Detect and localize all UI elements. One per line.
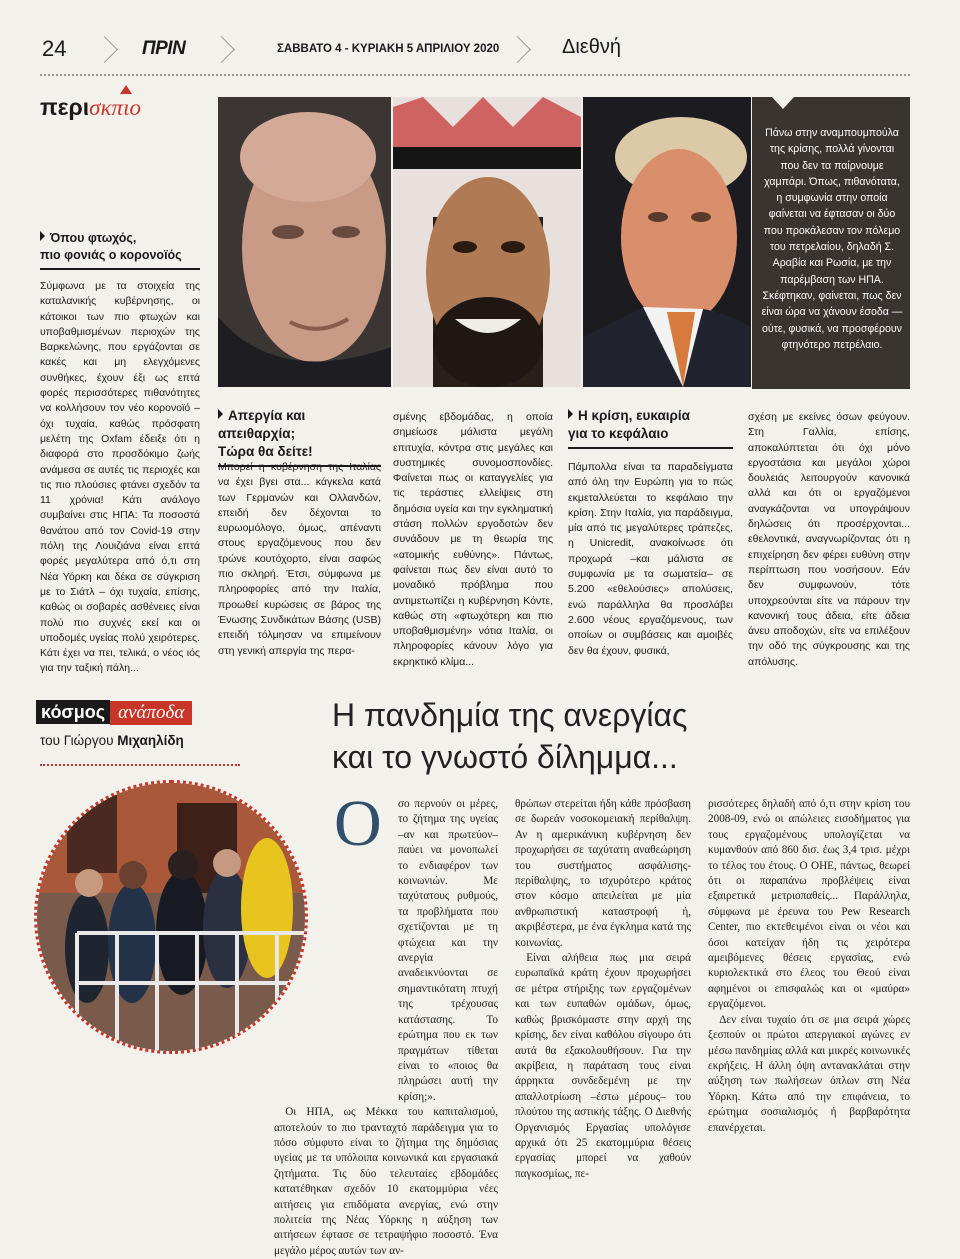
main-article-col1-lead: σο περνούν οι μέρες, το ζήτημα της υγείας –αν και πρωτεύον– παύει να μονοπωλεί το ενδιαφέρον των κοινωνιών. Με ταχύτατους ρυθμούς, τα προβλήματα που σχετίζονται με τη φτώχεια και την ανεργία αναδεικνύονται σε σημαντικότατη πτυχή της τρέχουσας κατάστασης. Το ερώτημα που εκ των πραγμάτων τίθεται είναι το «ποιος θα πληρώσει αυτή την κρίση;».: [398, 798, 498, 1103]
bullet-triangle-icon: [568, 409, 573, 419]
callout-notch-icon: [772, 97, 794, 109]
article-italy-title: Απεργία και απειθαρχία; Τώρα θα δείτε!: [218, 407, 381, 467]
sidebar-article: [40, 230, 200, 677]
callout-box: [752, 97, 910, 389]
page-number: 24: [42, 36, 67, 61]
main-article-col1-rest: Οι ΗΠΑ, ως Μέκκα του καπιταλισμού, αποτελούν το πιο τρανταχτό παράδειγμα για το πόσο σύμφυτο είναι το ζήτημα της δημόσιας υγείας με τα υπόλοιπα κοινωνικά και εργασιακά ζητήματα. Τις δύο τελευταίες εβδομάδες κατατέθηκαν σχεδόν 10 εκατομμύρια νέες αιτήσεις για επιδόματα ανεργίας, ενώ στην πολιτεία της Νέας Υόρκης η αύξηση των αιτήσεων έφτασε σε τετραψήφιο ποσοστό. Ένα μεγάλο μέρος αυτών των αν-: [274, 1106, 498, 1257]
callout-text: Πάνω στην αναμπουμπούλα της κρίσης, πολλά γίνονται που δεν τα παίρνουμε χαμπάρι. Όπως, πιθανότατα, η συμφωνία στην οποία φαίνεται να έφτασαν οι δύο που προκάλεσαν τον πόλεμο του πετρελαίου, δηλαδή Σ. Αραβία και Ρωσία, με την παρέμβαση των ΗΠΑ. Σκέφτηκαν, φαίνεται, πως δεν είναι ώρα να χάνουν έσοδα — ούτε, φυσικά, να προσφέρουν φτηνότερο πετρέλαιο.: [761, 127, 903, 351]
photo-putin: [218, 97, 391, 387]
chevron-right-icon: [91, 36, 118, 63]
photo-saudi-prince: [393, 97, 581, 387]
article-italy-col1: Μπορεί η κυβέρνηση της Ιταλίας να έχει βγει στα... κάγκελα κατά των Γερμανών και Ολλανδών, επειδή δεν δέχονται το ευρωομόλογο, όμως, απέναντι στους εργαζόμενους που δεν τρώνε κουτόχορτο, είναι σαφώς πιο σκληρή. Έτσι, σύμφωνα με πληροφορίες από την Ιταλία, προωθεί κυρώσεις σε βάρος της Ένωσης Συνδικάτων Βάσης (USB) επειδή τόλμησαν να επιμείνουν στη γενική απεργία της περα-: [218, 461, 381, 657]
issue-date: ΣΑΒΒΑΤΟ 4 - ΚΥΡΙΑΚΗ 5 ΑΠΡΙΛΙΟΥ 2020: [277, 43, 500, 55]
dropcap-letter: Ο: [334, 787, 382, 860]
bullet-triangle-icon: [218, 409, 223, 419]
column-logo-part2: σκ: [89, 95, 112, 120]
main-article-col1: [274, 787, 498, 1259]
newspaper-logo: ΠΡΙΝ: [142, 38, 186, 59]
article-crisis-col2: σχέση με εκείνες όσων φεύγουν. Στη Γαλλία, επίσης, αποκαλύπτεται ότι όχι μόνο εργοστάσια και μεγάλοι χώροι δουλειάς λειτουργούν κανονικά αλλά και ότι οι εργαζόμενοι αναγκάζονται να υπογράψουν δηλώσεις ότι προσέρχονται... εθελοντικά, αναγνωρίζοντας ότι η επιχείρηση δεν φέρει ευθύνη στην περίπτωση που νοσήσουν. Εάν δεν συμφωνούν, τότε υποχρεούνται είτε να πάρουν την κανονική τους άδεια, είτε άδεια άνευ αποδοχών, είτε να επιλέξουν την οδό της σύγκρουσης και της απόλυσης.: [748, 411, 910, 668]
chevron-right-icon: [208, 36, 235, 63]
page-header: [0, 28, 960, 72]
column-logo-kosmos: [36, 700, 192, 726]
main-article-col2: θρώπων στερείται ήδη κάθε πρόσβαση σε δωρεάν νοσοκομειακή περίθαλψη. Αν η αμερικάνικη κυβέρνηση δεν προχωρήσει σε ταχύτατη αναθεώρηση του συστήματος ασφάλισης-περίθαλψης, το ισχυρότερο κράτος στον κόσμο απειλείται με μία ανθρωπιστική καταστροφή ή, ακριβέστερα, με ένα έγκλημα κατά της κοινωνίας. Είναι αλήθεια πως μια σειρά ευρωπαϊκά κράτη έχουν προχωρήσει σε μέτρα στήριξης των εργαζομένων και των ευπαθών ομάδων, όμως, καθώς βρισκόμαστε στην αρχή της κρίσης, δεν είναι καθόλου σίγουρο ότι αυτά θα εξακολουθήσουν. Για την ακρίβεια, η παράταση τους είναι άρρηκτα συνδεδεμένη με την απαλλοτρίωση –έστω μέρους– του πλούτου της αστικής τάξης. Ο Διεθνής Οργανισμός Εργασίας υπολόγισε αρχικά ότι 25 εκατομμύρια θέσεις εργασίας μπορεί να χαθούν παγκοσμίως, πε-: [515, 798, 691, 1180]
article-crisis-col1: Πάμπολλα είναι τα παραδείγματα από όλη την Ευρώπη για το πώς εκμεταλλεύεται το κεφάλαιο την κρίση. Στην Ιταλία, για παράδειγμα, μία από τις μεγαλύτερες τράπεζες, η Unicredit, ανακοίνωσε ότι προχωρά –και μάλιστα σε συμφωνία με τα σωματεία– σε 5.200 «εθελούσιες» απολύσεις, ενώ παράλληλα θα προσλάβει 2.600 νέους εργαζόμενους, των οποίων οι συμβάσεις και αμοιβές δεν θα έχουν, φυσικά,: [568, 461, 733, 657]
photo-trump: [583, 97, 751, 387]
sidebar-text: Σύμφωνα με τα στοιχεία της καταλανικής κυβέρνησης, οι κάτοικοι των πιο φτωχών και υποβαθμισμένων περιοχών της Βαρκελώνης, που εργάζονται σε κακές και μη ελεγχόμενες συνθήκες, έχουν έξι ως επτά φορές περισσότερες πιθανότητες να κολλήσουν τον νέο κορονοϊό – όχι τυχαία, καθώς πρόσφατη μελέτη της Oxfam έδειξε ότι η διαφορά στο προσδόκιμο ζωής ανάμεσα σε αυτές τις περιοχές και τις πιο πλούσιες φτάνει σχεδόν τα 11 χρόνια! Κάτι ανάλογο συμβαίνει στις ΗΠΑ: Τα ποσοστά θανάτου από τον Covid-19 στην πόλη της Λουιζιάνα είναι επτά φορές μεγαλύτερα από ό,τι στη Νέα Υόρκη και δέκα σε σύγκριση με το Σιάτλ – όχι τυχαία, επίσης, καθώς οι σοβαρές ασθένειες είναι πολύ πιο συχνές εκεί και οι υποδομές υγείας πολύ χειρότερες. Κάτι έχει να πει, τελικά, ο νέος ιός για την ταξική πάλη...: [40, 280, 200, 675]
chevron-right-icon: [504, 36, 531, 63]
column-logo-part1: περι: [40, 94, 90, 120]
column-logo-kosmos-right: ανάποδα: [110, 701, 192, 725]
article-italy-col2: σμένης εβδομάδας, η οποία σημείωσε μάλιστα μεγάλη επιτυχία, κόντρα στις μεγάλες και συστημικές συνομοσπονδίες. Φαίνεται πως οι καταγγελίες για τις τεράστιες ελλείψεις στη δημόσια υγεία και την εγκληματική στάση πολλών εργοδοτών δεν συνάδουν με τη θεωρία της «ατομικής ευθύνης». Πάντως, φαίνεται πως δεν είναι αυτό το μοναδικό πρόβλημα που αντιμετωπίζει η κυβέρνηση Κόντε, καθώς στη «φτωχότερη και πιο υποβαθμισμένη» νότια Ιταλία, οι πληροφορίες κάνουν λόγο για εκρηκτικό κλίμα...: [393, 411, 553, 668]
sidebar-title: Όπου φτωχός, πιο φονιάς ο κορονοϊός: [40, 230, 200, 270]
main-article-col3: ρισσότερες δηλαδή από ό,τι στην κρίση του 2008-09, ενώ οι απώλειες εισοδήματος για τους εργαζομένους υπολογίζεται να κυμανθούν από 860 δισ. έως 3,4 τρισ. μέχρι το τέλος του έτους. Ο ΟΗΕ, πάντως, θεωρεί ότι οι παραπάνω προβλέψεις είναι εξαιρετικά μετριοπαθείς... Παράλληλα, σύμφωνα με έρευνα του Pew Research Center, πιο εκτεθειμένοι είναι οι νέοι και όσοι κατείχαν ήδη τις χειρότερα αμειβόμενες θέσεις εργασίας, ενώ κυριολεκτικά στο έλεος του Θεού είναι αφημένοι οι επισφαλώς και οι «μαύρα» εργαζόμενοι. Δεν είναι τυχαίο ότι σε μια σειρά χώρες ξεσπούν οι πρώτοι απεργιακοί αγώνες εν μέσω πανδημίας αλλά και μικρές κοινωνικές εκρήξεις. Η άλλη όψη αντανακλάται στην αύξηση των πωλήσεων όπλων στη Νέα Υόρκη. Κάτω από την επιφάνεια, το ερώτημα σοσιαλισμός ή βαρβαρότητα επανέρχεται.: [708, 798, 910, 1134]
photo-queue-circle: [34, 780, 308, 1054]
article-italy: [218, 407, 553, 668]
column-logo-part3: πιο: [111, 95, 141, 120]
main-headline: Η πανδημία της ανεργίας και το γνωστό δίλημμα...: [332, 697, 688, 775]
column-logo-kosmos-left: κόσμος: [36, 700, 110, 724]
byline-divider: [40, 764, 240, 766]
section-name: Διεθνή: [562, 36, 621, 58]
article-crisis: [568, 407, 910, 668]
byline: του Γιώργου Μιχαηλίδη: [40, 733, 184, 748]
bullet-triangle-icon: [40, 231, 45, 241]
periscope-accent-icon: [120, 85, 132, 94]
header-divider: [40, 74, 910, 76]
article-crisis-title: Η κρίση, ευκαιρία για το κεφάλαιο: [568, 407, 733, 449]
column-logo-periskopio: [40, 94, 141, 124]
